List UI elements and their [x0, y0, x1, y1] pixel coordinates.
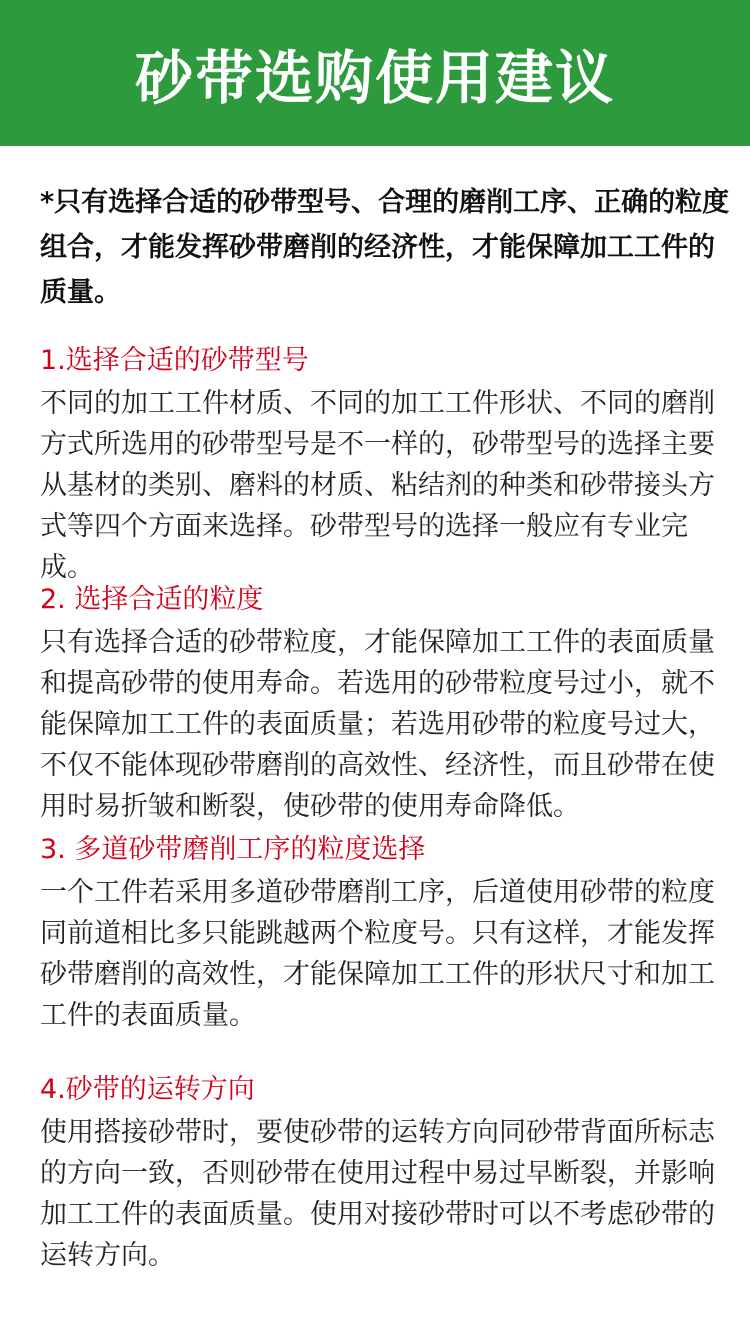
section-body: 不同的加工工件材质、不同的加工工件形状、不同的磨削方式所选用的砂带型号是不一样的，砂带型号的选择主要从基材的类别、磨料的材质、粘结剂的种类和砂带接头方式等四个方面来选择。砂带型号的选择一般应有专业完成。: [40, 388, 715, 583]
section-title: 1.选择合适的砂带型号: [40, 345, 309, 376]
section-title: 3. 多道砂带磨削工序的粒度选择: [40, 834, 426, 865]
section-body: 只有选择合适的砂带粒度，才能保障加工工件的表面质量和提高砂带的使用寿命。若选用的砂带粒度号过小，就不能保障加工工件的表面质量；若选用砂带的粒度号过大，不仅不能体现砂带磨削的高效性、经济性，而且砂带在使用时易折皱和断裂，使砂带的使用寿命降低。: [40, 627, 715, 822]
section-model-selection: [40, 338, 730, 588]
section-grit-selection: [40, 577, 730, 822]
section-multi-process-grit: [40, 827, 730, 1036]
section-title: 4.砂带的运转方向: [40, 1074, 255, 1105]
section-title: 2. 选择合适的粒度: [40, 584, 264, 615]
section-body: 使用搭接砂带时，要使砂带的运转方向同砂带背面所标志的方向一致，否则砂带在使用过程中易过早断裂，并影响加工工件的表面质量。使用对接砂带时可以不考虑砂带的运转方向。: [40, 1117, 715, 1271]
section-running-direction: [40, 1067, 730, 1276]
page-title: 砂带选购使用建议: [134, 44, 615, 112]
intro-text: *只有选择合适的砂带型号、合理的磨削工序、正确的粒度组合，才能发挥砂带磨削的经济性，才能保障加工工件的质量。: [40, 187, 730, 308]
section-body: 一个工件若采用多道砂带磨削工序，后道使用砂带的粒度同前道相比多只能跳越两个粒度号。只有这样，才能发挥砂带磨削的高效性，才能保障加工工件的形状尺寸和加工工件的表面质量。: [40, 877, 715, 1031]
header-banner: [0, 0, 750, 146]
